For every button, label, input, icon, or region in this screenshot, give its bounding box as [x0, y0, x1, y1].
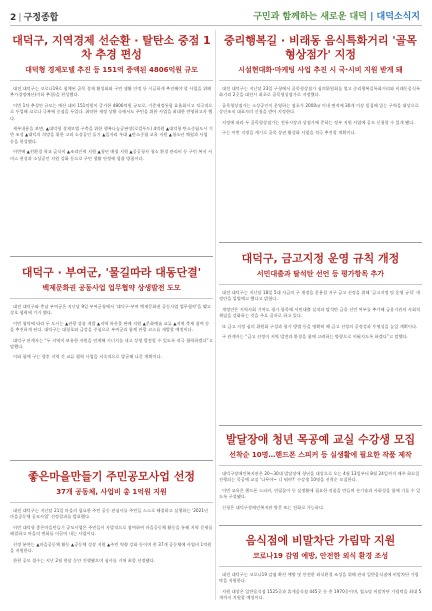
publication-title: 구민과 함께하는 새로운 대덕 | 대덕소식지: [253, 12, 420, 22]
article-headline: 중리행복길 · 비래동 음식특화거리 '골목형상점가' 지정: [224, 34, 417, 61]
article-treasury: [219, 252, 422, 420]
article-paragraph: 대전 대덕구는 지난달 18일 5대 자금의 구 재정을 운용할 지구 금고 선정을 위해 '금고지정 및 운영 규칙' 개정안을 입법예고 했다고 밝혔다.: [219, 290, 420, 302]
headline-rule: [219, 566, 422, 567]
headline-rule: [10, 80, 213, 81]
article-body: [219, 572, 422, 602]
article-buyeo: [10, 266, 213, 454]
article-paragraph: 이와 함께 구는 향후 지역 간 교류 협력 사업을 지속적으로 발굴해 나갈 계획이다.: [13, 354, 163, 360]
article-body: [219, 86, 422, 136]
article-divider: [219, 242, 422, 243]
article-divider: [219, 525, 422, 526]
article-body: [10, 508, 213, 565]
article-body: [10, 304, 213, 361]
article-body: [219, 471, 422, 511]
article-paragraph: 선정 분야는 ▲마을공동체 활동 ▲공동체 성장 지원 ▲주민 역량 강화 등이며 총 37개 공동체에 사업비 1억원을 지원한다.: [10, 541, 212, 554]
article-headline: 대덕구 · 부여군, '물길따라 대동단결': [21, 266, 202, 279]
article-paragraph: 대전 대덕구는 지난달 21일 마을의 필요한 주민 공동 관심사를 주민들 스스로 해결하고 실행하는 '2021년 마을공동체 공모사업' 선정결과를 발표했다.: [10, 508, 209, 520]
article-alley: [219, 34, 422, 239]
article-headline: 대덕구, 금고지정 운영 규칙 개정: [241, 252, 400, 265]
article-subheadline: 서민대출과 탈석탄 선언 등 평가항목 추가: [256, 270, 385, 278]
article-subheadline: 코로나19 감염 예방, 안전한 외식 환경 조성: [252, 552, 389, 560]
article-headline: 발달장애 청년 목공예 교실 수강생 모집: [225, 433, 416, 446]
article-subheadline: 백제문화권 공동사업 업무협약 상생발전 도모: [42, 284, 181, 292]
article-subheadline: 선착순 10명…핸드폰 스피커 등 실생활에 필요한 작품 제작: [229, 451, 412, 459]
column-divider: [215, 30, 216, 600]
article-divider: [10, 256, 213, 257]
article-paragraph: 대전 대덕구는 코로나19 감염 확산 예방 및 안전한 외식환경 조성을 위해 관내 일반음식점에 비말차단 가림막을 지원한다.: [219, 572, 419, 584]
article-paragraph: 대전 대덕구와 충남 부여군은 지난달 9일 부여군청에서 '대덕구-부여 백제문화권 공동사업 업무협약'을 맺고 상호 협력에 기거 했다.: [10, 304, 211, 316]
slogan: 구민과 함께하는 새로운 대덕: [253, 12, 367, 22]
article-subheadline: 37개 공동체, 사업비 총 1억원 지원: [56, 488, 167, 496]
article-paragraph: 대덕구 관계자는 “두 지역이 보유한 자원을 연계해 시너지를 내고 상생 발전할 수 있도록 적극 협력하겠다”고 말했다.: [10, 337, 213, 350]
article-paragraph: 지원 대상은 일반음식점 1525곳과 휴게음식점 445곳 등 총 1970곳이며, 업소당 비말차단 가림막을 최대 5개까지 지원할 예정이다.: [219, 588, 422, 601]
headline-rule: [219, 80, 422, 81]
article-headline: 좋은마을만들기 주민공모사업 선정: [27, 470, 196, 483]
article-paragraph: 대전 대덕구는 코로나19로 침체된 골목 경제 활성화와 구민 생활 안정 등 시급하게 추진해야 할 사업을 위해 추가경정예산(이하 추경)을 편성했다.: [10, 86, 212, 98]
article-headline: 음식점에 비말차단 가림막 지원: [245, 534, 396, 547]
article-paragraph: 이번에 ▲친환경 학교 급식비 ▲조리인력 지원 ▲청년 매칭 지원 ▲공공청사 청소 환경 관리비 등 구민 복지 서비스 편성과 소상공인 지원 강화 등으로 구민 생활 안정에 힘쓸 방침이다.: [10, 149, 212, 161]
article-paragraph: 구는 이번 지정을 계기로 골목 상권 활성화 사업을 적극 추진할 계획이다.: [222, 130, 356, 136]
page-number: 2 | 구정종합: [10, 13, 59, 23]
article-paragraph: 골목형상점가는 소상공인이 운영하는 점포가 2000㎡ 이내 면적에 30개 이상 밀집해 있는 구역을 대상으로 상인조직 대표자의 신청을 받아 지정한다.: [219, 102, 419, 115]
article-paragraph: 또 금고 지정 심의 위원회 구성과 평가 방법 등을 명확히 해 금고 선정의 공정성과 투명성을 높일 계획이다.: [222, 323, 418, 329]
publication-name: 대덕소식지: [376, 12, 420, 22]
article-partition: [219, 534, 422, 604]
article-paragraph: 한편 공모 접수는 지난 2월 한달 동안 진행됐으며 심사를 거쳐 최종 선정됐다.: [13, 558, 156, 564]
article-headline: 대덕구, 지역경제 선순환 · 탈탄소 중점 1차 추경 편성: [12, 34, 211, 61]
section-name: 구정종합: [23, 13, 59, 23]
headline-rule: [219, 284, 422, 285]
page-number-value: 2: [10, 13, 17, 23]
article-subheadline: 시설현대화·마케팅 사업 추진 시 국·시비 지원 받게 돼: [238, 66, 403, 74]
article-paragraph: 대덕구장애인복지관은 20~30대 발달장애 청년을 대상으로 오는 4월 13일부터 8월 24일까지 매주 화요일 진행되는 목공예 교실 '나무야~ 너 뭐야?' 수강생 10명을 선착순 모집한다.: [219, 471, 420, 483]
article-paragraph: 세부내용을 보면, ▲대덕형 경제모델 구축을 위한 행복나눔공판장(로컬푸드) 4억원 ▲대덕형 탄소중립도시 기반 조성 ▲대덕의 희망을 위한 고리 소상공인 돕기 ▲일자리 우대 ▲탄소중립 교육 지원 ▲청소년 체험과 사업 등을 편성했다.: [10, 126, 213, 144]
article-paragraph: 개정안은 지역사회 기여도 평가 항목에 서민대출 실적과 탈석탄 금융 선언 여부를 추가해 금융기관의 사회적 책임을 강화하는 것을 주요 골자로 하고 있다.: [219, 306, 421, 319]
article-woodcraft: [219, 433, 422, 523]
article-paragraph: 이번 대덕형 좋은마을만들기 공모사업은 주민들이 자발적으로 참여하여 마을공동체 활동을 통해 지역 문제를 해결하고 마을의 변화를 이끌어 내는 사업이다.: [10, 524, 213, 537]
article-village: [10, 470, 213, 605]
article-divider: [10, 460, 213, 461]
article-economy: [10, 34, 213, 252]
headline-rule: [10, 502, 213, 503]
article-paragraph: 신청은 대덕구장애인복지관 방문 또는 전화로 가능하다.: [222, 504, 325, 510]
article-body: [219, 290, 422, 340]
headline-rule: [10, 298, 213, 299]
article-divider: [219, 425, 422, 426]
header-divider: [10, 25, 422, 26]
article-body: [10, 86, 213, 162]
article-paragraph: 이번 협약에 따라 두 도시는 ▲관광 상품 개발 ▲지역 특산물 판매 지원 ▲문화예술 교류 ▲지역 축제 참여 등을 추진하게 된다. 대덕구는 대청호와 금강을 중심으로 부여군과 함께 관광 코스를 개발할 예정이다.: [10, 320, 210, 333]
article-paragraph: 이번 교육은 핸드폰 스피커, 연필꽂이 등 실생활에 필요한 작품을 만들며 손기술과 사회성을 함께 기를 수 있도록 구성됐다.: [219, 487, 421, 500]
headline-rule: [219, 465, 422, 466]
article-paragraph: 구 관계자는 “금고 선정이 지역 발전과 환경을 함께 고려하는 방향으로 이뤄지도록 하겠다”고 말했다.: [222, 334, 409, 340]
article-subheadline: 대덕형 경제모델 추진 등 151억 증액된 4806억원 규모: [25, 66, 198, 74]
article-paragraph: 대전 대덕구는 지난달 23일 구청에서 골목형상점가 심의위원회를 열고 중리행복길특화거리와 비래동음식특화거리 2곳을 대전시 최초로 골목형상점가로 지정했다.: [219, 86, 421, 98]
article-paragraph: 지정에 따라 두 골목형상점가는 전통시장과 상점가에 준하는 정부 지원 사업에 공모 신청할 수 있게 됐다.: [222, 119, 415, 125]
article-paragraph: 이번 1차 추경안 규모는 예산 대비 151억원이 증가한 4806억원 규모로, 기준재정통합 효율화시고 적극적으로 투입해 코로나 극복에 중점을 두었다. 취약한 재정 상황 속에서도 주민을 위한 사업을 최대한 반영하고자 했다.: [10, 102, 213, 121]
page-header: [0, 0, 432, 30]
